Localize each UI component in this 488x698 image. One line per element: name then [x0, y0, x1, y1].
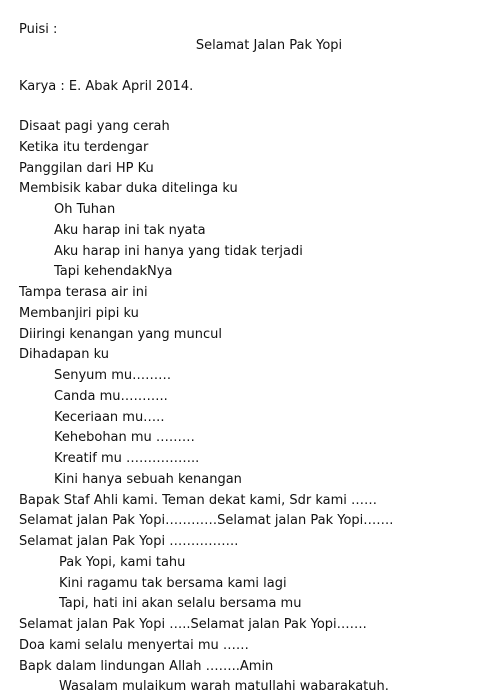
document-label: Puisi :: [19, 22, 58, 37]
poem-line: Tapi kehendakNya: [54, 264, 173, 280]
poem-line: Bapak Staf Ahli kami. Teman dekat kami, Sdr kami ……: [19, 492, 378, 508]
poem-line: Kini ragamu tak bersama kami lagi: [59, 575, 287, 591]
poem-line: Diiringi kenangan yang muncul: [19, 326, 222, 342]
poem-line: Wasalam mulaikum warah matullahi wabarakatuh.: [59, 679, 389, 695]
poem-line: Dihadapan ku: [19, 347, 110, 363]
author-line: Karya : E. Abak April 2014.: [19, 79, 194, 94]
poem-line: Keceriaan mu…..: [54, 409, 165, 425]
poem-line: Membanjiri pipi ku: [19, 305, 139, 321]
poem-body: [19, 117, 479, 698]
poem-line: Bapk dalam lindungan Allah ……..Amin: [19, 658, 274, 674]
poem-title: Selamat Jalan Pak Yopi: [195, 38, 343, 53]
poem-line: Kreatif mu ……………..: [54, 451, 200, 466]
poem-line: Selamat jalan Pak Yopi…………Selamat jalan Pak Yopi…….: [19, 513, 394, 529]
poem-line: Canda mu………..: [54, 388, 168, 404]
poem-line: Disaat pagi yang cerah: [19, 119, 170, 134]
poem-line: Kini hanya sebuah kenangan: [54, 471, 242, 487]
poem-line: Selamat jalan Pak Yopi …………….: [19, 534, 239, 549]
poem-line: Panggilan dari HP Ku: [19, 160, 154, 176]
poem-line: Aku harap ini tak nyata: [54, 222, 206, 238]
poem-line: Doa kami selalu menyertai mu ……: [19, 637, 249, 653]
poem-line: Selamat jalan Pak Yopi …..Selamat jalan Pak Yopi…….: [19, 617, 367, 632]
poem-line: Ketika itu terdengar: [19, 139, 149, 155]
poem-line: Membisik kabar duka ditelinga ku: [19, 181, 238, 197]
poem-line: Kehebohan mu ………: [54, 430, 195, 446]
poem-line: Oh Tuhan: [54, 202, 116, 217]
poem-line: Tampa terasa air ini: [19, 285, 148, 300]
poem-line: Tapi, hati ini akan selalu bersama mu: [59, 596, 302, 612]
poem-line: Pak Yopi, kami tahu: [59, 554, 186, 570]
poem-line: Aku harap ini hanya yang tidak terjadi: [54, 243, 303, 259]
poem-line: Senyum mu………: [54, 368, 172, 383]
